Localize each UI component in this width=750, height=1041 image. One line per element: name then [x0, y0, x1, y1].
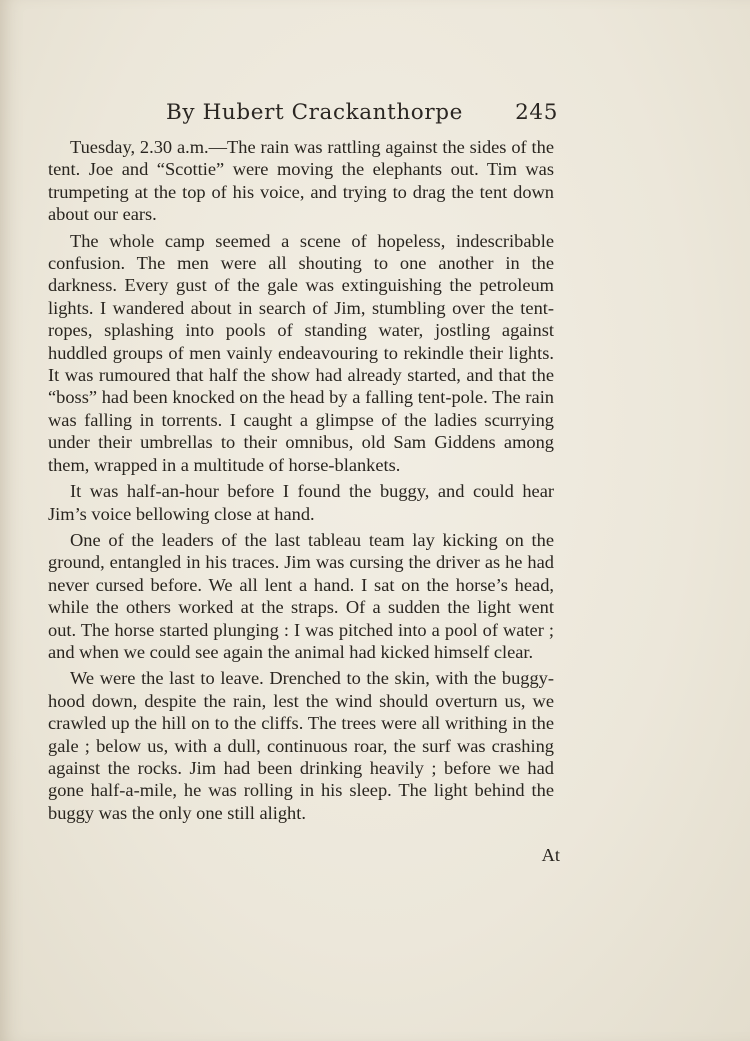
page-number: 245 — [515, 100, 558, 125]
paragraph: Tuesday, 2.30 a.m.—The rain was rattling against the sides of the tent. Joe and “Scottie” were moving the elephants out. Tim was trumpeting at the top of his voice, and trying to drag the tent down about our ears. — [48, 137, 554, 225]
paragraph: One of the leaders of the last tableau team lay kicking on the ground, entangled in his traces. Jim was cursing the driver as he had never cursed before. We all lent a hand. I sat on the horse’s head, while the others worked at the straps. Of a sudden the light went out. The horse started plunging : I was pitched into a pool of water ; and when we could see again the animal had kicked himself clear. — [48, 529, 554, 662]
catchword: At — [541, 845, 560, 865]
running-head: By Hubert Crackanthorpe — [166, 100, 463, 125]
body-text — [48, 136, 554, 828]
page-header — [166, 96, 558, 136]
paragraph: It was half-an-hour before I found the buggy, and could hear Jim’s voice bellowing close at hand. — [48, 481, 554, 524]
paragraph: We were the last to leave. Drenched to the skin, with the buggy-hood down, despite the rain, lest the wind should overturn us, we crawled up the hill on to the cliffs. The trees were all writhing in the gale ; below us, with a dull, continuous roar, the surf was crashing against the rocks. Jim had been drinking heavily ; before we had gone half-a-mile, he was rolling in his sleep. The light behind the buggy was the only one still alight. — [48, 668, 554, 823]
paragraph: The whole camp seemed a scene of hopeless, indescribable confusion. The men were all shouting to one another in the darkness. Every gust of the gale was extinguishing the petroleum lights. I wandered about in search of Jim, stumbling over the tent-ropes, splashing into pools of standing water, jostling against huddled groups of men vainly endeavouring to rekindle their lights. It was rumoured that half the show had already started, and that the “boss” had been knocked on the head by a falling tent-pole. The rain was falling in torrents. I caught a glimpse of the ladies scurrying under their umbrellas to their omnibus, old Sam Giddens among them, wrapped in a multitude of horse-blankets. — [48, 230, 554, 475]
